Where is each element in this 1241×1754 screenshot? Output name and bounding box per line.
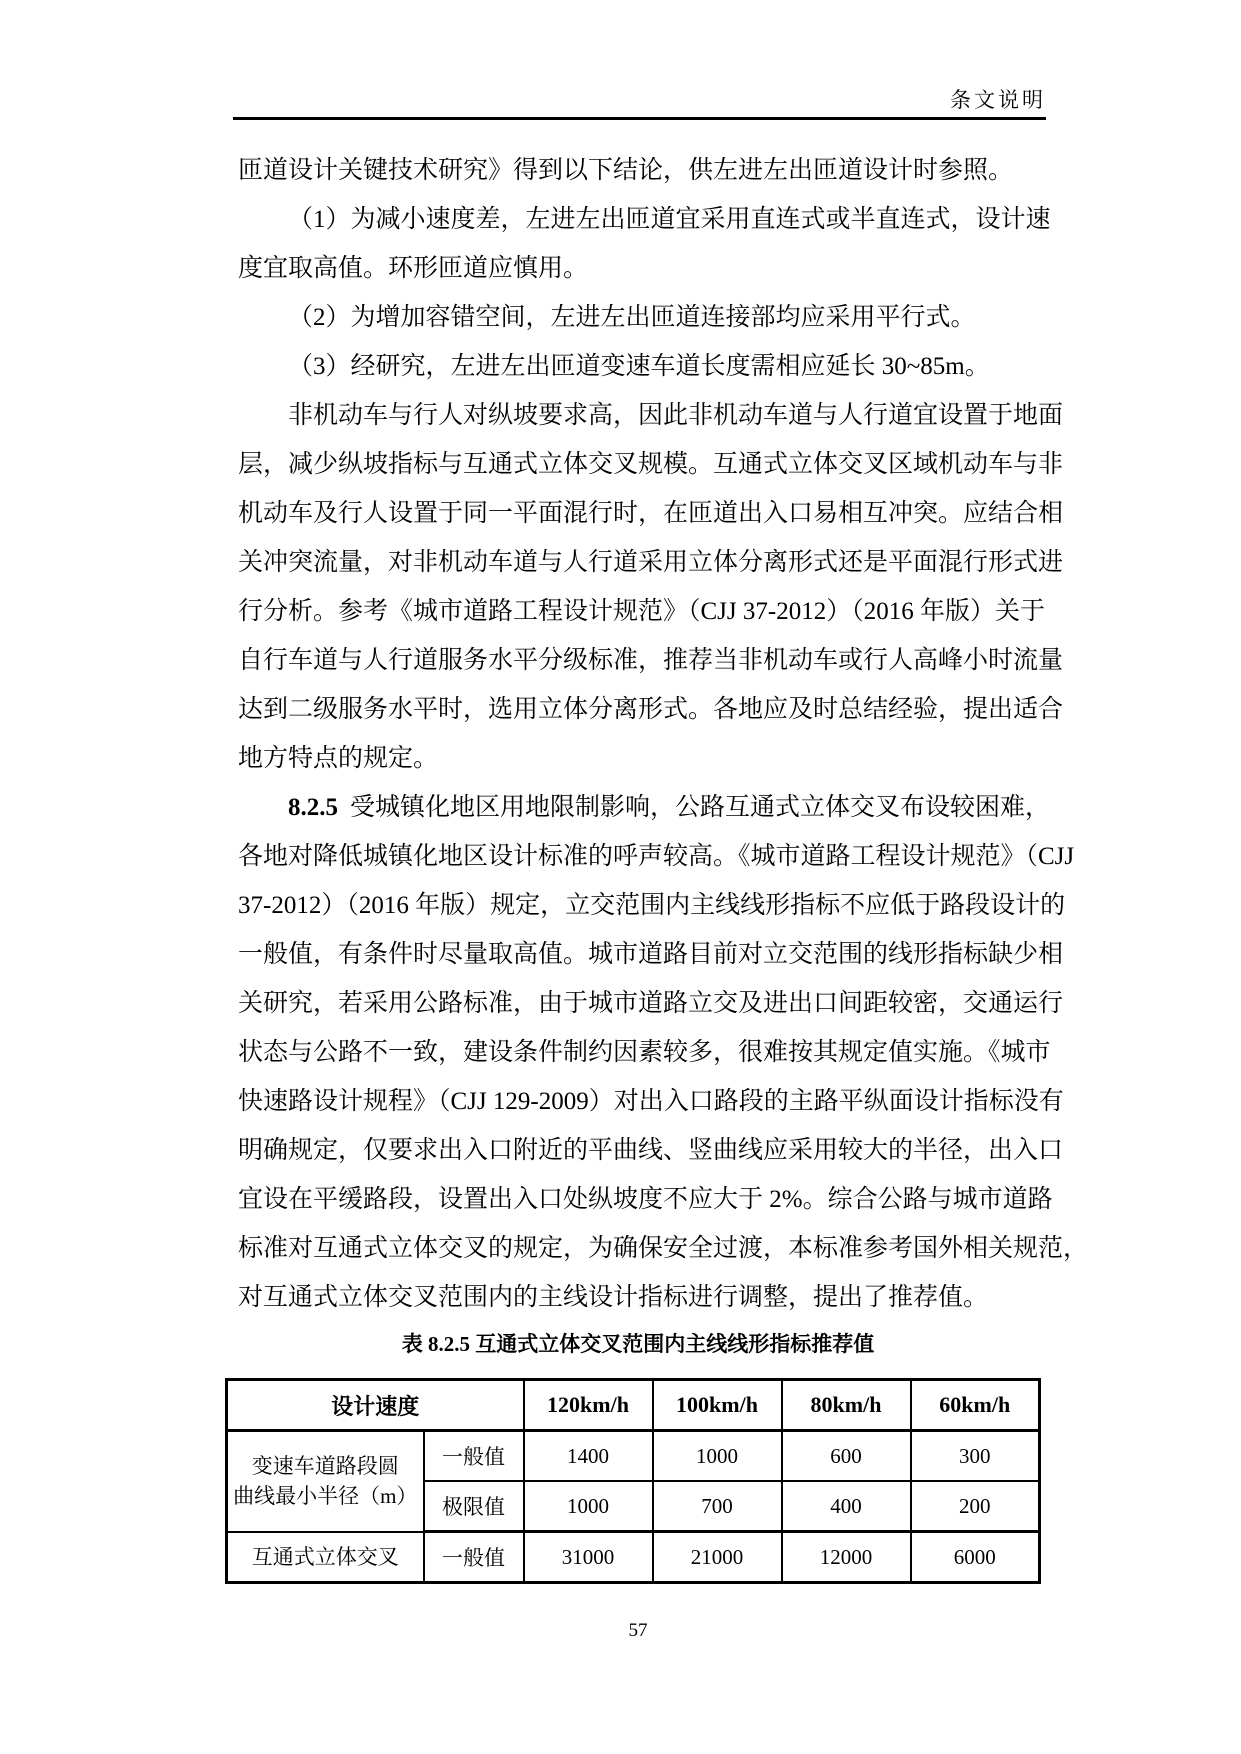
row-type: 一般值 bbox=[424, 1532, 524, 1583]
page-number: 57 bbox=[628, 1620, 648, 1641]
text-line: 度宜取高值。环形匝道应慎用。 bbox=[238, 255, 589, 282]
text-line: 各地对降低城镇化地区设计标准的呼声较高。《城市道路工程设计规范》（CJJ bbox=[238, 843, 1075, 870]
section-text: 受城镇化地区用地限制影响，公路互通式立体交叉布设较困难， bbox=[350, 794, 1051, 821]
table-corner-header: 设计速度 bbox=[227, 1380, 524, 1431]
value-cell: 1400 bbox=[524, 1431, 653, 1482]
table-title: 表 8.2.5 互通式立体交叉范围内主线线形指标推荐值 bbox=[401, 1332, 875, 1356]
text-line: 关研究，若采用公路标准，由于城市道路立交及进出口间距较密，交通运行 bbox=[238, 990, 1064, 1017]
text-line: 明确规定，仅要求出入口附近的平曲线、竖曲线应采用较大的半径，出入口 bbox=[238, 1137, 1064, 1164]
value-cell: 6000 bbox=[911, 1532, 1040, 1583]
table-row bbox=[227, 1532, 1040, 1583]
table-header-row bbox=[227, 1380, 1040, 1431]
value-cell: 400 bbox=[782, 1481, 911, 1532]
text-line: 非机动车与行人对纵坡要求高，因此非机动车道与人行道宜设置于地面 bbox=[288, 402, 1064, 429]
running-head: 条文说明 bbox=[950, 88, 1046, 112]
text-line: 对互通式立体交叉范围内的主线设计指标进行调整，提出了推荐值。 bbox=[238, 1284, 989, 1311]
main-table bbox=[225, 1378, 1041, 1584]
text-line: 快速路设计规程》（CJJ 129-2009）对出入口路段的主路平纵面设计指标没有 bbox=[238, 1088, 1064, 1115]
text-line: 自行车道与人行道服务水平分级标准，推荐当非机动车或行人高峰小时流量 bbox=[238, 647, 1064, 674]
value-cell: 700 bbox=[653, 1481, 782, 1532]
value-cell: 21000 bbox=[653, 1532, 782, 1583]
value-cell: 600 bbox=[782, 1431, 911, 1482]
header-rule bbox=[233, 117, 1046, 120]
speed-header-120: 120km/h bbox=[524, 1380, 653, 1431]
text-line: 37-2012）（2016 年版）规定，立交范围内主线线形指标不应低于路段设计的 bbox=[238, 892, 1066, 919]
speed-header-60: 60km/h bbox=[911, 1380, 1040, 1431]
text-line: （2）为增加容错空间，左进左出匝道连接部均应采用平行式。 bbox=[288, 304, 976, 331]
row-label-interchange: 互通式立体交叉 bbox=[227, 1532, 424, 1583]
text-line: 状态与公路不一致，建设条件制约因素较多，很难按其规定值实施。《城市 bbox=[238, 1039, 1051, 1066]
speed-header-100: 100km/h bbox=[653, 1380, 782, 1431]
text-line: 匝道设计关键技术研究》得到以下结论，供左进左出匝道设计时参照。 bbox=[238, 157, 1014, 184]
value-cell: 300 bbox=[911, 1431, 1040, 1482]
value-cell: 1000 bbox=[524, 1481, 653, 1532]
body-text bbox=[238, 146, 1089, 1322]
text-line: 机动车及行人设置于同一平面混行时，在匝道出入口易相互冲突。应结合相 bbox=[238, 500, 1064, 527]
text-line: 达到二级服务水平时，选用立体分离形式。各地应及时总结经验，提出适合 bbox=[238, 696, 1064, 723]
row-label-radius bbox=[227, 1431, 424, 1532]
value-cell: 1000 bbox=[653, 1431, 782, 1482]
value-cell: 31000 bbox=[524, 1532, 653, 1583]
row-type: 极限值 bbox=[424, 1481, 524, 1532]
text-line: 地方特点的规定。 bbox=[238, 745, 439, 772]
text-line: 层，减少纵坡指标与互通式立体交叉规模。互通式立体交叉区域机动车与非 bbox=[238, 451, 1064, 478]
text-line: 行分析。参考《城市道路工程设计规范》（CJJ 37-2012）（2016 年版）关于 bbox=[238, 598, 1045, 625]
row-type: 一般值 bbox=[424, 1431, 524, 1482]
row-label-line: 变速车道路段圆 bbox=[251, 1454, 399, 1479]
value-cell: 200 bbox=[911, 1481, 1040, 1532]
text-line: （1）为减小速度差，左进左出匝道宜采用直连式或半直连式，设计速 bbox=[288, 206, 1051, 233]
speed-header-80: 80km/h bbox=[782, 1380, 911, 1431]
text-line: 关冲突流量，对非机动车道与人行道采用立体分离形式还是平面混行形式进 bbox=[238, 549, 1064, 576]
value-cell: 12000 bbox=[782, 1532, 911, 1583]
text-line-section-8-2-5 bbox=[238, 783, 1051, 832]
table-row bbox=[227, 1431, 1040, 1482]
text-line: 宜设在平缓路段，设置出入口处纵坡度不应大于 2%。综合公路与城市道路 bbox=[238, 1186, 1053, 1213]
section-number: 8.2.5 bbox=[288, 794, 338, 821]
text-line: （3）经研究，左进左出匝道变速车道长度需相应延长 30~85m。 bbox=[288, 353, 990, 380]
text-line: 一般值，有条件时尽量取高值。城市道路目前对立交范围的线形指标缺少相 bbox=[238, 941, 1064, 968]
text-line: 标准对互通式立体交叉的规定，为确保安全过渡，本标准参考国外相关规范， bbox=[238, 1235, 1089, 1262]
row-label-line: 曲线最小半径（m） bbox=[233, 1484, 418, 1509]
